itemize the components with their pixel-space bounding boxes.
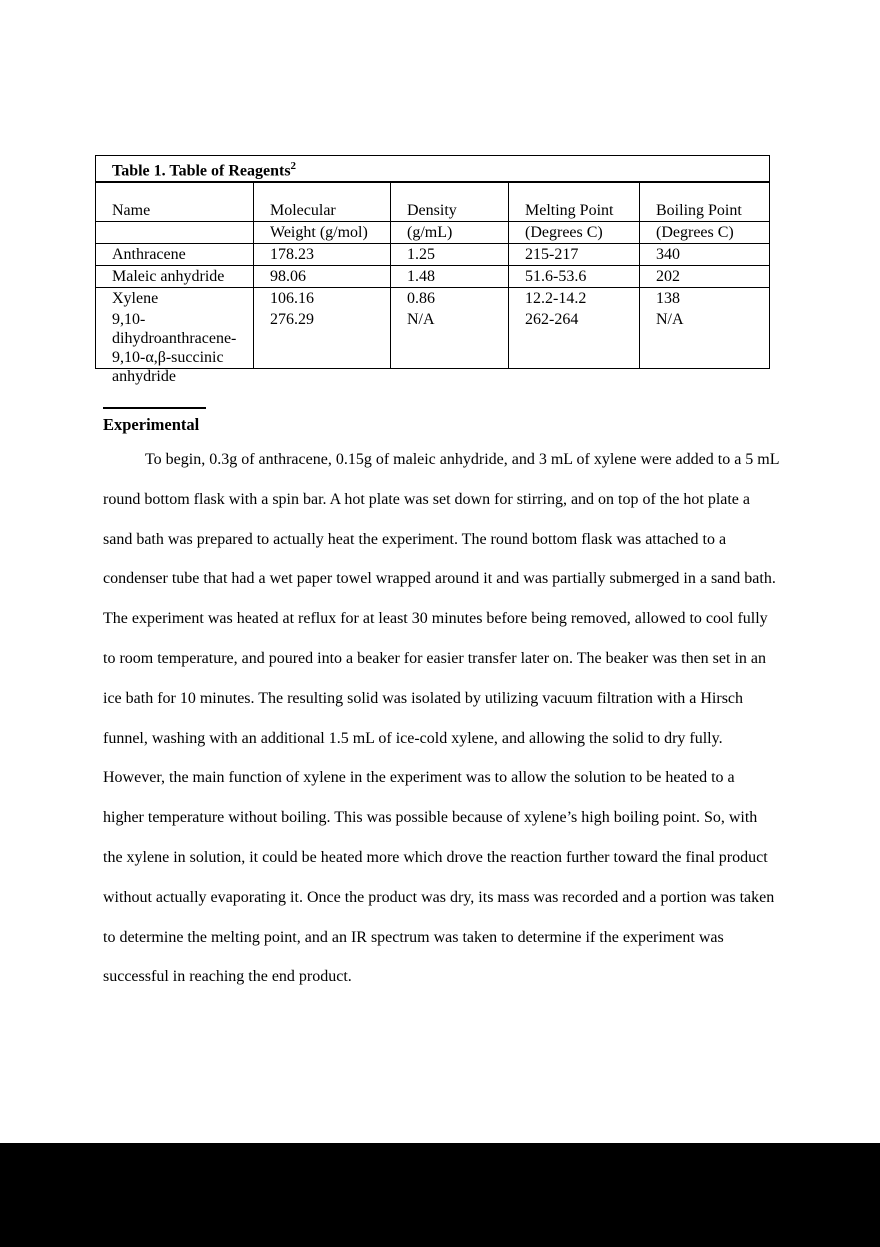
cell-boiling-point: 138 bbox=[640, 287, 770, 309]
cell-molecular-weight: 276.29 bbox=[254, 309, 391, 369]
cell-density: 1.25 bbox=[391, 243, 509, 265]
column-header-melting-point: Melting Point bbox=[509, 182, 640, 221]
cell-density: N/A bbox=[391, 309, 509, 369]
cell-molecular-weight: 98.06 bbox=[254, 265, 391, 287]
cell-melting-point: 215-217 bbox=[509, 243, 640, 265]
bottom-black-bar bbox=[0, 1143, 880, 1247]
cell-density: 0.86 bbox=[391, 287, 509, 309]
column-header-density: Density bbox=[391, 182, 509, 221]
cell-molecular-weight: 178.23 bbox=[254, 243, 391, 265]
cell-boiling-point: N/A bbox=[640, 309, 770, 369]
cell-boiling-point: 340 bbox=[640, 243, 770, 265]
column-header-boiling-point: Boiling Point bbox=[640, 182, 770, 221]
cell-molecular-weight: 106.16 bbox=[254, 287, 391, 309]
cell-density: 1.48 bbox=[391, 265, 509, 287]
cell-name bbox=[96, 309, 254, 386]
cell-melting-point: 12.2-14.2 bbox=[509, 287, 640, 309]
reagents-table bbox=[95, 155, 770, 386]
cell-melting-point: 262-264 bbox=[509, 309, 640, 369]
column-header-name: Name bbox=[96, 182, 254, 221]
compound-name-overflow: 9,10-dihydroanthracene-9,10-α,β-succinic anhydride bbox=[112, 311, 237, 386]
table-title: Table 1. Table of Reagents bbox=[112, 162, 291, 180]
cell-name: Maleic anhydride bbox=[96, 265, 254, 287]
column-header-molecular: Molecular bbox=[254, 182, 391, 221]
cell-boiling-point: 202 bbox=[640, 265, 770, 287]
section-heading: Experimental bbox=[103, 415, 200, 434]
cell-name: Anthracene bbox=[96, 243, 254, 265]
column-subheader-melting-point: (Degrees C) bbox=[509, 221, 640, 243]
column-subheader-molecular: Weight (g/mol) bbox=[254, 221, 391, 243]
table-title-superscript: 2 bbox=[290, 160, 297, 172]
table-subheader-row bbox=[96, 221, 770, 243]
table-row-succinic-anhydride-product bbox=[96, 309, 770, 369]
cell-melting-point: 51.6-53.6 bbox=[509, 265, 640, 287]
cell-name: Xylene bbox=[96, 287, 254, 309]
table-header-row bbox=[96, 182, 770, 221]
table-row-xylene bbox=[96, 287, 770, 309]
experimental-paragraph: To begin, 0.3g of anthracene, 0.15g of maleic anhydride, and 3 mL of xylene were added to a 5 mL round bottom flask with a spin bar. A hot plate was set down for stirring, and on top of the hot plate a sand bath was prepared to actually heat the experiment. The round bottom flask was attached to a condenser tube that had a wet paper towel wrapped around it and was partially submerged in a sand bath. The experiment was heated at reflux for at least 30 minutes before being removed, allowed to cool fully to room temperature, and poured into a beaker for easier transfer later on. The beaker was then set in an ice bath for 10 minutes. The resulting solid was isolated by utilizing vacuum filtration with a Hirsch funnel, washing with an additional 1.5 mL of ice-cold xylene, and allowing the solid to dry fully. However, the main function of xylene in the experiment was to allow the solution to be heated to a higher temperature without boiling. This was possible because of xylene’s high boiling point. So, with the xylene in solution, it could be heated more which drove the reaction further toward the final product without actually evaporating it. Once the product was dry, its mass was recorded and a portion was taken to determine the melting point, and an IR spectrum was taken to determine if the experiment was successful in reaching the end product. bbox=[103, 451, 779, 986]
table-title-cell bbox=[96, 156, 770, 183]
column-subheader-name bbox=[96, 221, 254, 243]
heading-rule bbox=[103, 407, 206, 409]
column-subheader-boiling-point: (Degrees C) bbox=[640, 221, 770, 243]
table-title-row bbox=[96, 156, 770, 183]
experimental-section-heading-block bbox=[103, 407, 206, 434]
table-row-anthracene bbox=[96, 243, 770, 265]
column-subheader-density: (g/mL) bbox=[391, 221, 509, 243]
table-row-maleic-anhydride bbox=[96, 265, 770, 287]
